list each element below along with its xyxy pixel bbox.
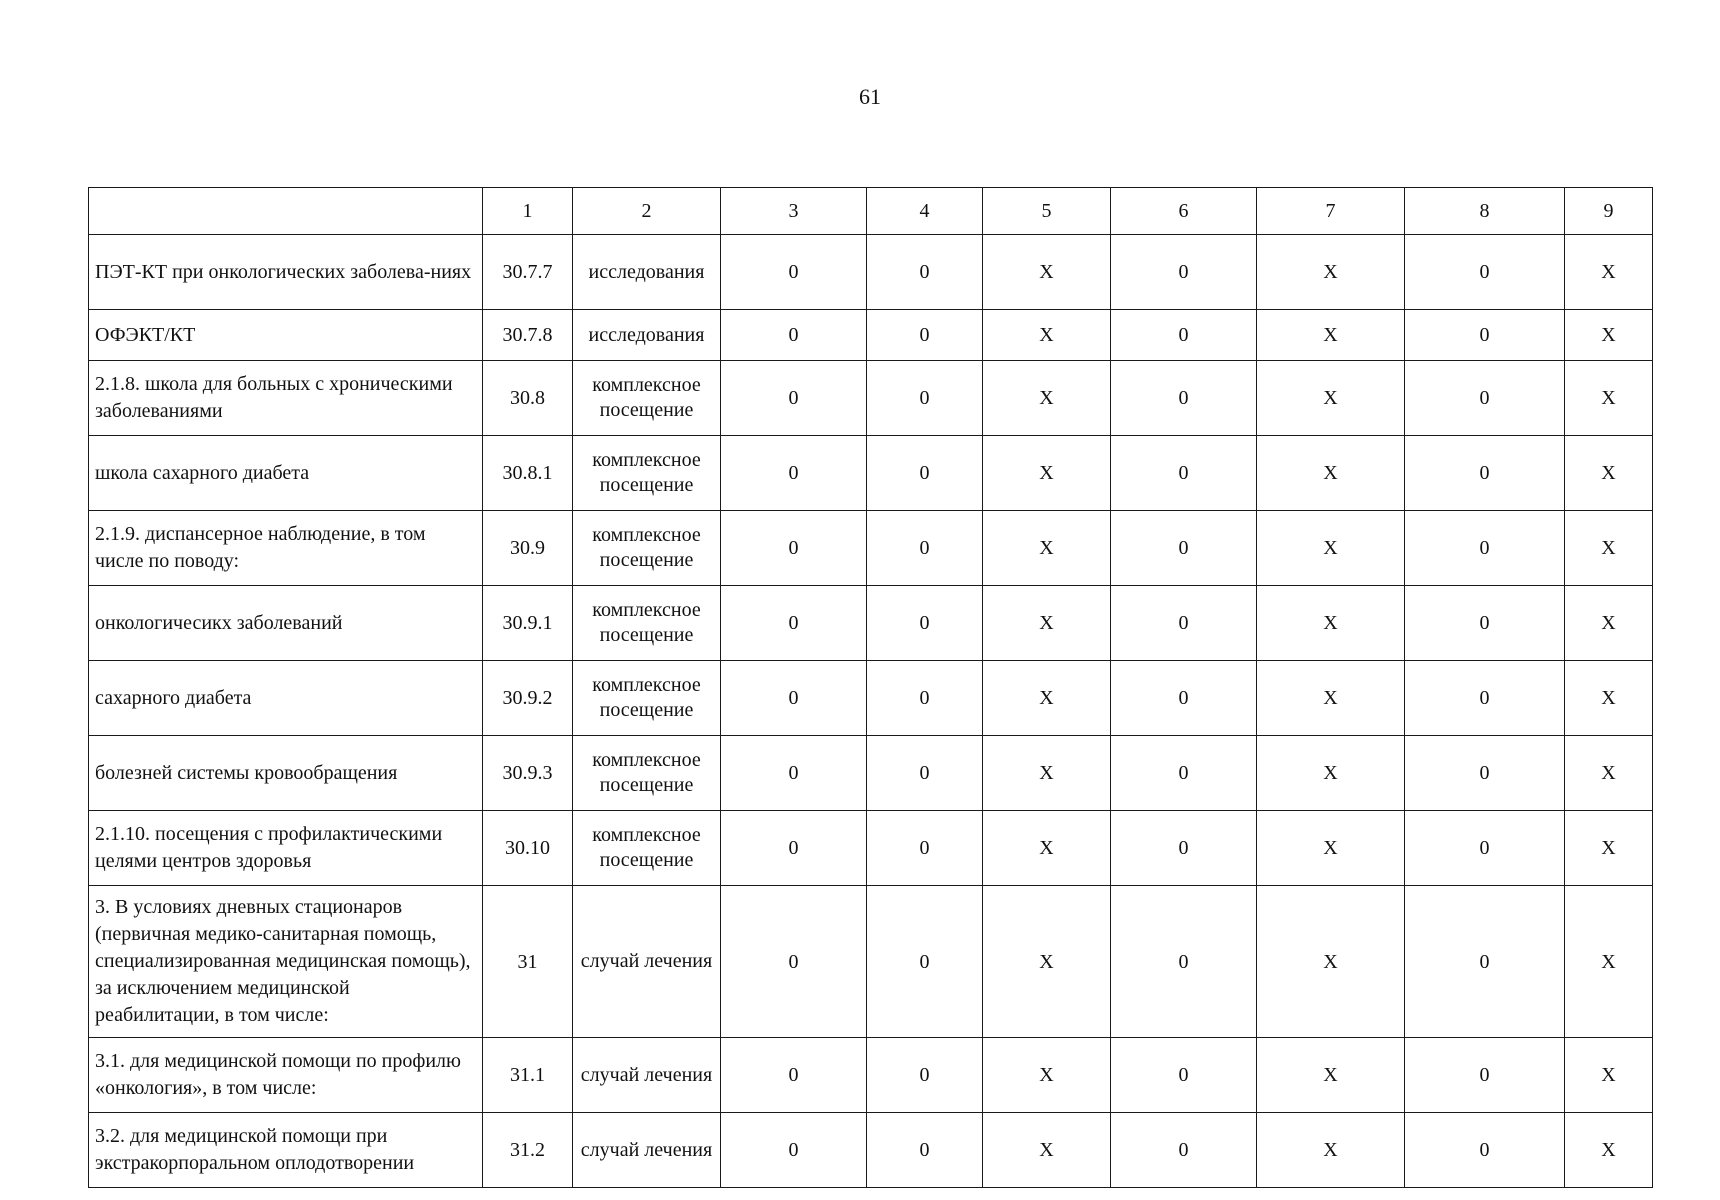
header-cell: 5 (983, 188, 1111, 235)
row-name: сахарного диабета (89, 661, 483, 736)
cell-col9: X (1565, 1038, 1653, 1113)
cell-col4: 0 (867, 310, 983, 361)
table-row (89, 1113, 1653, 1188)
cell-col3: 0 (721, 235, 867, 310)
cell-col3: 0 (721, 1038, 867, 1113)
row-name: ПЭТ-КТ при онкологических заболева-ниях (89, 235, 483, 310)
cell-col9: X (1565, 436, 1653, 511)
cell-col8: 0 (1405, 1038, 1565, 1113)
page-number: 61 (859, 84, 881, 109)
cell-col7: X (1257, 886, 1405, 1038)
header-cell (89, 188, 483, 235)
cell-col9: X (1565, 886, 1653, 1038)
cell-col6: 0 (1111, 436, 1257, 511)
cell-col9: X (1565, 511, 1653, 586)
cell-col8: 0 (1405, 661, 1565, 736)
cell-col3: 0 (721, 661, 867, 736)
header-cell: 7 (1257, 188, 1405, 235)
header-cell: 8 (1405, 188, 1565, 235)
table-row (89, 886, 1653, 1038)
cell-col3: 0 (721, 736, 867, 811)
row-unit: комплексное посещение (573, 811, 721, 886)
cell-col4: 0 (867, 235, 983, 310)
cell-col5: X (983, 1038, 1111, 1113)
cell-col9: X (1565, 586, 1653, 661)
row-unit: исследования (573, 310, 721, 361)
cell-col4: 0 (867, 586, 983, 661)
header-cell: 6 (1111, 188, 1257, 235)
header-cell: 3 (721, 188, 867, 235)
cell-col9: X (1565, 1113, 1653, 1188)
row-code: 31.2 (483, 1113, 573, 1188)
row-code: 30.9.3 (483, 736, 573, 811)
cell-col5: X (983, 436, 1111, 511)
row-unit: комплексное посещение (573, 511, 721, 586)
cell-col8: 0 (1405, 436, 1565, 511)
cell-col7: X (1257, 1113, 1405, 1188)
cell-col3: 0 (721, 310, 867, 361)
row-code: 30.9.2 (483, 661, 573, 736)
header-row (89, 188, 1653, 235)
cell-col5: X (983, 235, 1111, 310)
cell-col7: X (1257, 310, 1405, 361)
row-name: 2.1.10. посещения с профилактическими целями центров здоровья (89, 811, 483, 886)
cell-col6: 0 (1111, 661, 1257, 736)
row-unit: комплексное посещение (573, 736, 721, 811)
cell-col8: 0 (1405, 235, 1565, 310)
cell-col9: X (1565, 310, 1653, 361)
table-row (89, 811, 1653, 886)
cell-col8: 0 (1405, 361, 1565, 436)
cell-col9: X (1565, 235, 1653, 310)
table-row (89, 310, 1653, 361)
cell-col8: 0 (1405, 586, 1565, 661)
cell-col7: X (1257, 361, 1405, 436)
cell-col9: X (1565, 661, 1653, 736)
cell-col3: 0 (721, 361, 867, 436)
table-row (89, 586, 1653, 661)
cell-col7: X (1257, 661, 1405, 736)
row-unit: комплексное посещение (573, 661, 721, 736)
table-row (89, 361, 1653, 436)
cell-col5: X (983, 511, 1111, 586)
cell-col6: 0 (1111, 235, 1257, 310)
table-row (89, 511, 1653, 586)
cell-col5: X (983, 811, 1111, 886)
row-name: онкологичесикх заболеваний (89, 586, 483, 661)
cell-col8: 0 (1405, 1113, 1565, 1188)
table-row (89, 1038, 1653, 1113)
row-name: 3.1. для медицинской помощи по профилю «онкология», в том числе: (89, 1038, 483, 1113)
cell-col8: 0 (1405, 886, 1565, 1038)
cell-col9: X (1565, 811, 1653, 886)
cell-col7: X (1257, 235, 1405, 310)
row-code: 30.8.1 (483, 436, 573, 511)
cell-col6: 0 (1111, 1038, 1257, 1113)
header-cell: 1 (483, 188, 573, 235)
row-code: 31.1 (483, 1038, 573, 1113)
row-code: 30.9.1 (483, 586, 573, 661)
header-cell: 2 (573, 188, 721, 235)
row-code: 31 (483, 886, 573, 1038)
cell-col4: 0 (867, 886, 983, 1038)
cell-col4: 0 (867, 436, 983, 511)
cell-col5: X (983, 361, 1111, 436)
cell-col3: 0 (721, 1113, 867, 1188)
cell-col5: X (983, 586, 1111, 661)
cell-col7: X (1257, 436, 1405, 511)
row-unit: комплексное посещение (573, 361, 721, 436)
cell-col3: 0 (721, 811, 867, 886)
row-name: ОФЭКТ/КТ (89, 310, 483, 361)
cell-col8: 0 (1405, 736, 1565, 811)
row-unit: комплексное посещение (573, 436, 721, 511)
row-name: 3. В условиях дневных стационаров (первичная медико-санитарная помощь, специализированная медицинская помощь), за исключением медицинской реабилитации, в том числе: (89, 886, 483, 1038)
row-unit: случай лечения (573, 1038, 721, 1113)
row-name: школа сахарного диабета (89, 436, 483, 511)
cell-col5: X (983, 886, 1111, 1038)
cell-col4: 0 (867, 361, 983, 436)
cell-col6: 0 (1111, 886, 1257, 1038)
table-row (89, 661, 1653, 736)
table-row (89, 736, 1653, 811)
row-code: 30.10 (483, 811, 573, 886)
cell-col7: X (1257, 586, 1405, 661)
row-name: 3.2. для медицинской помощи при экстракорпоральном оплодотворении (89, 1113, 483, 1188)
cell-col6: 0 (1111, 310, 1257, 361)
row-name: болезней системы кровообращения (89, 736, 483, 811)
cell-col6: 0 (1111, 736, 1257, 811)
cell-col3: 0 (721, 436, 867, 511)
row-name: 2.1.9. диспансерное наблюдение, в том числе по поводу: (89, 511, 483, 586)
cell-col3: 0 (721, 886, 867, 1038)
cell-col9: X (1565, 361, 1653, 436)
row-code: 30.7.8 (483, 310, 573, 361)
cell-col9: X (1565, 736, 1653, 811)
table-row (89, 235, 1653, 310)
cell-col4: 0 (867, 661, 983, 736)
cell-col4: 0 (867, 811, 983, 886)
cell-col6: 0 (1111, 361, 1257, 436)
cell-col5: X (983, 736, 1111, 811)
cell-col4: 0 (867, 1038, 983, 1113)
cell-col8: 0 (1405, 811, 1565, 886)
row-unit: исследования (573, 235, 721, 310)
cell-col6: 0 (1111, 811, 1257, 886)
cell-col7: X (1257, 511, 1405, 586)
cell-col8: 0 (1405, 310, 1565, 361)
cell-col7: X (1257, 736, 1405, 811)
cell-col4: 0 (867, 1113, 983, 1188)
cell-col4: 0 (867, 511, 983, 586)
row-code: 30.7.7 (483, 235, 573, 310)
cell-col4: 0 (867, 736, 983, 811)
cell-col6: 0 (1111, 1113, 1257, 1188)
row-code: 30.8 (483, 361, 573, 436)
cell-col8: 0 (1405, 511, 1565, 586)
row-unit: комплексное посещение (573, 586, 721, 661)
row-unit: случай лечения (573, 1113, 721, 1188)
cell-col5: X (983, 1113, 1111, 1188)
cell-col5: X (983, 310, 1111, 361)
cell-col6: 0 (1111, 511, 1257, 586)
row-name: 2.1.8. школа для больных с хроническими заболеваниями (89, 361, 483, 436)
data-table (88, 187, 1653, 1188)
row-code: 30.9 (483, 511, 573, 586)
header-cell: 9 (1565, 188, 1653, 235)
table-row (89, 436, 1653, 511)
cell-col5: X (983, 661, 1111, 736)
cell-col3: 0 (721, 586, 867, 661)
cell-col7: X (1257, 1038, 1405, 1113)
cell-col3: 0 (721, 511, 867, 586)
cell-col7: X (1257, 811, 1405, 886)
row-unit: случай лечения (573, 886, 721, 1038)
cell-col6: 0 (1111, 586, 1257, 661)
header-cell: 4 (867, 188, 983, 235)
